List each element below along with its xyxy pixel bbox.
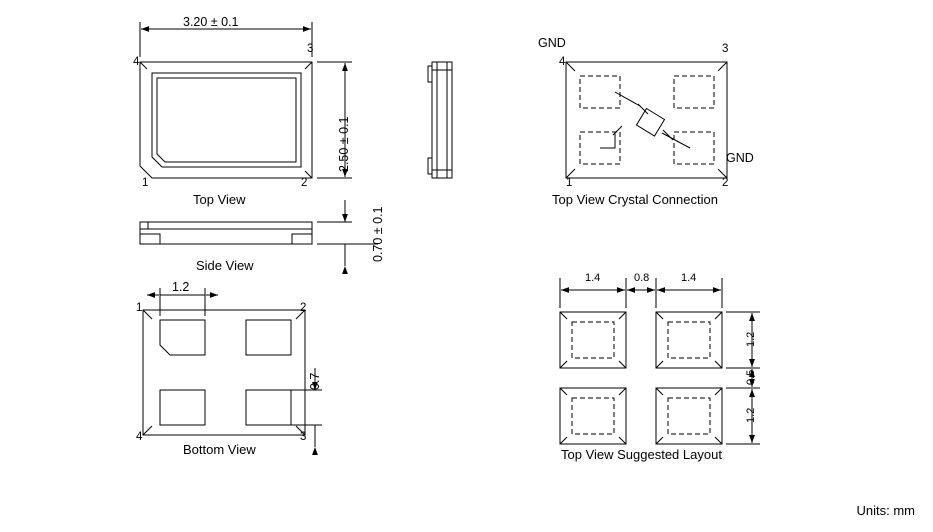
- bottom-view-caption: Bottom View: [183, 442, 256, 457]
- crystal-gnd-top-label: GND: [538, 36, 566, 50]
- suggested-layout-inner-pads: [572, 322, 710, 434]
- bottom-view-pin-4: 4: [136, 431, 143, 443]
- top-view-width-label: 3.20 ± 0.1: [183, 15, 239, 29]
- top-view-pin-2: 2: [301, 177, 308, 189]
- top-view-caption: Top View: [193, 192, 246, 207]
- bottom-view-pad-height-label: 0.7: [308, 372, 322, 390]
- crystal-pin-3: 3: [722, 43, 729, 55]
- top-view-pin-1: 1: [142, 177, 149, 189]
- crystal-pin-2: 2: [722, 177, 729, 189]
- side-view-outline: [140, 222, 312, 244]
- side-view-thickness-label: 0.70 ± 0.1: [371, 206, 385, 262]
- layout-dim-left: 1.4: [585, 272, 601, 284]
- side-view-caption: Side View: [196, 258, 254, 273]
- bottom-view-pin-3: 3: [300, 431, 307, 443]
- layout-dim-gap: 0.5: [745, 369, 757, 385]
- crystal-pin-4: 4: [559, 56, 566, 68]
- crystal-pin-1: 1: [566, 177, 573, 189]
- suggested-layout-caption: Top View Suggested Layout: [561, 447, 722, 462]
- top-view-outline: [140, 62, 312, 178]
- bottom-view-outline: [143, 310, 305, 435]
- side-view-thickness-dimension: [317, 200, 378, 266]
- end-view-outline: [428, 62, 452, 178]
- top-view-height-label: 2.50 ± 0.1: [337, 116, 351, 172]
- suggested-layout-pads: [560, 312, 722, 444]
- top-view-pin-3: 3: [307, 43, 314, 55]
- bottom-view-pad-width-label: 1.2: [172, 280, 190, 294]
- layout-dim-pad-bottom: 1.2: [745, 407, 757, 423]
- layout-dim-pad-top: 1.2: [745, 331, 757, 347]
- layout-dim-center: 0.8: [634, 272, 650, 284]
- units-note: Units: mm: [856, 503, 915, 518]
- top-view-pin-4: 4: [133, 56, 140, 68]
- bottom-view-pin-1: 1: [136, 302, 143, 314]
- layout-dim-right: 1.4: [681, 272, 697, 284]
- crystal-blank-symbol: [600, 92, 690, 148]
- crystal-connection-caption: Top View Crystal Connection: [552, 192, 718, 207]
- crystal-gnd-bottom-label: GND: [726, 151, 754, 165]
- bottom-view-pin-2: 2: [300, 302, 307, 314]
